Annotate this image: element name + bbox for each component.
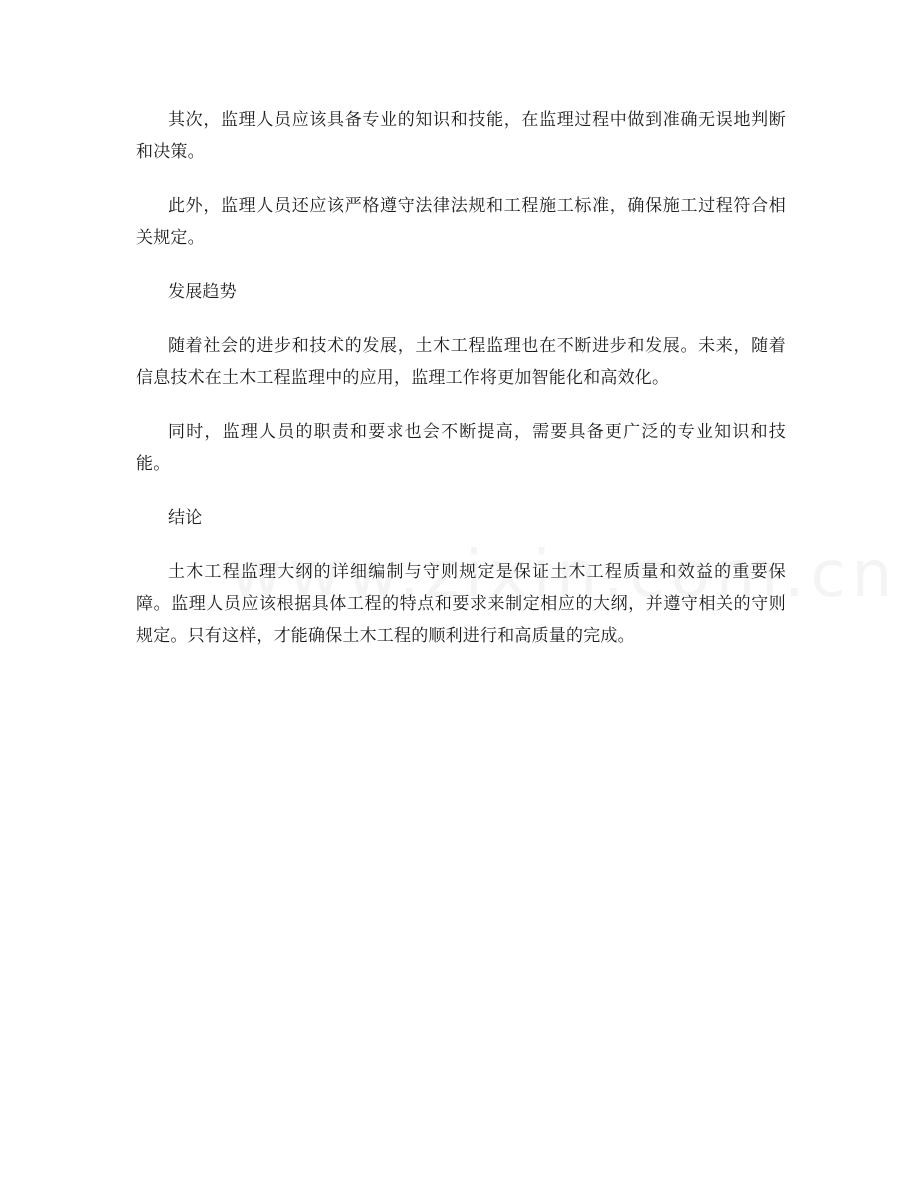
paragraph-expertise: 其次，监理人员应该具备专业的知识和技能，在监理过程中做到准确无误地判断和决策。 [136,110,786,162]
paragraph-future-development: 随着社会的进步和技术的发展，土木工程监理也在不断进步和发展。未来，随着信息技术在土木工程监理中的应用，监理工作将更加智能化和高效化。 [136,336,786,388]
document-body [136,104,786,674]
section-heading-trends: 发展趋势 [168,282,237,302]
paragraph-requirements: 同时，监理人员的职责和要求也会不断提高，需要具备更广泛的专业知识和技能。 [136,422,786,474]
paragraph-conclusion: 土木工程监理大纲的详细编制与守则规定是保证土木工程质量和效益的重要保障。监理人员应该根据具体工程的特点和要求来制定相应的大纲，并遵守相关的守则规定。只有这样，才能确保土木工程的顺利进行和高质量的完成。 [136,562,786,646]
paragraph-compliance: 此外，监理人员还应该严格遵守法律法规和工程施工标准，确保施工过程符合相关规定。 [136,196,786,248]
section-heading-conclusion: 结论 [168,508,203,528]
